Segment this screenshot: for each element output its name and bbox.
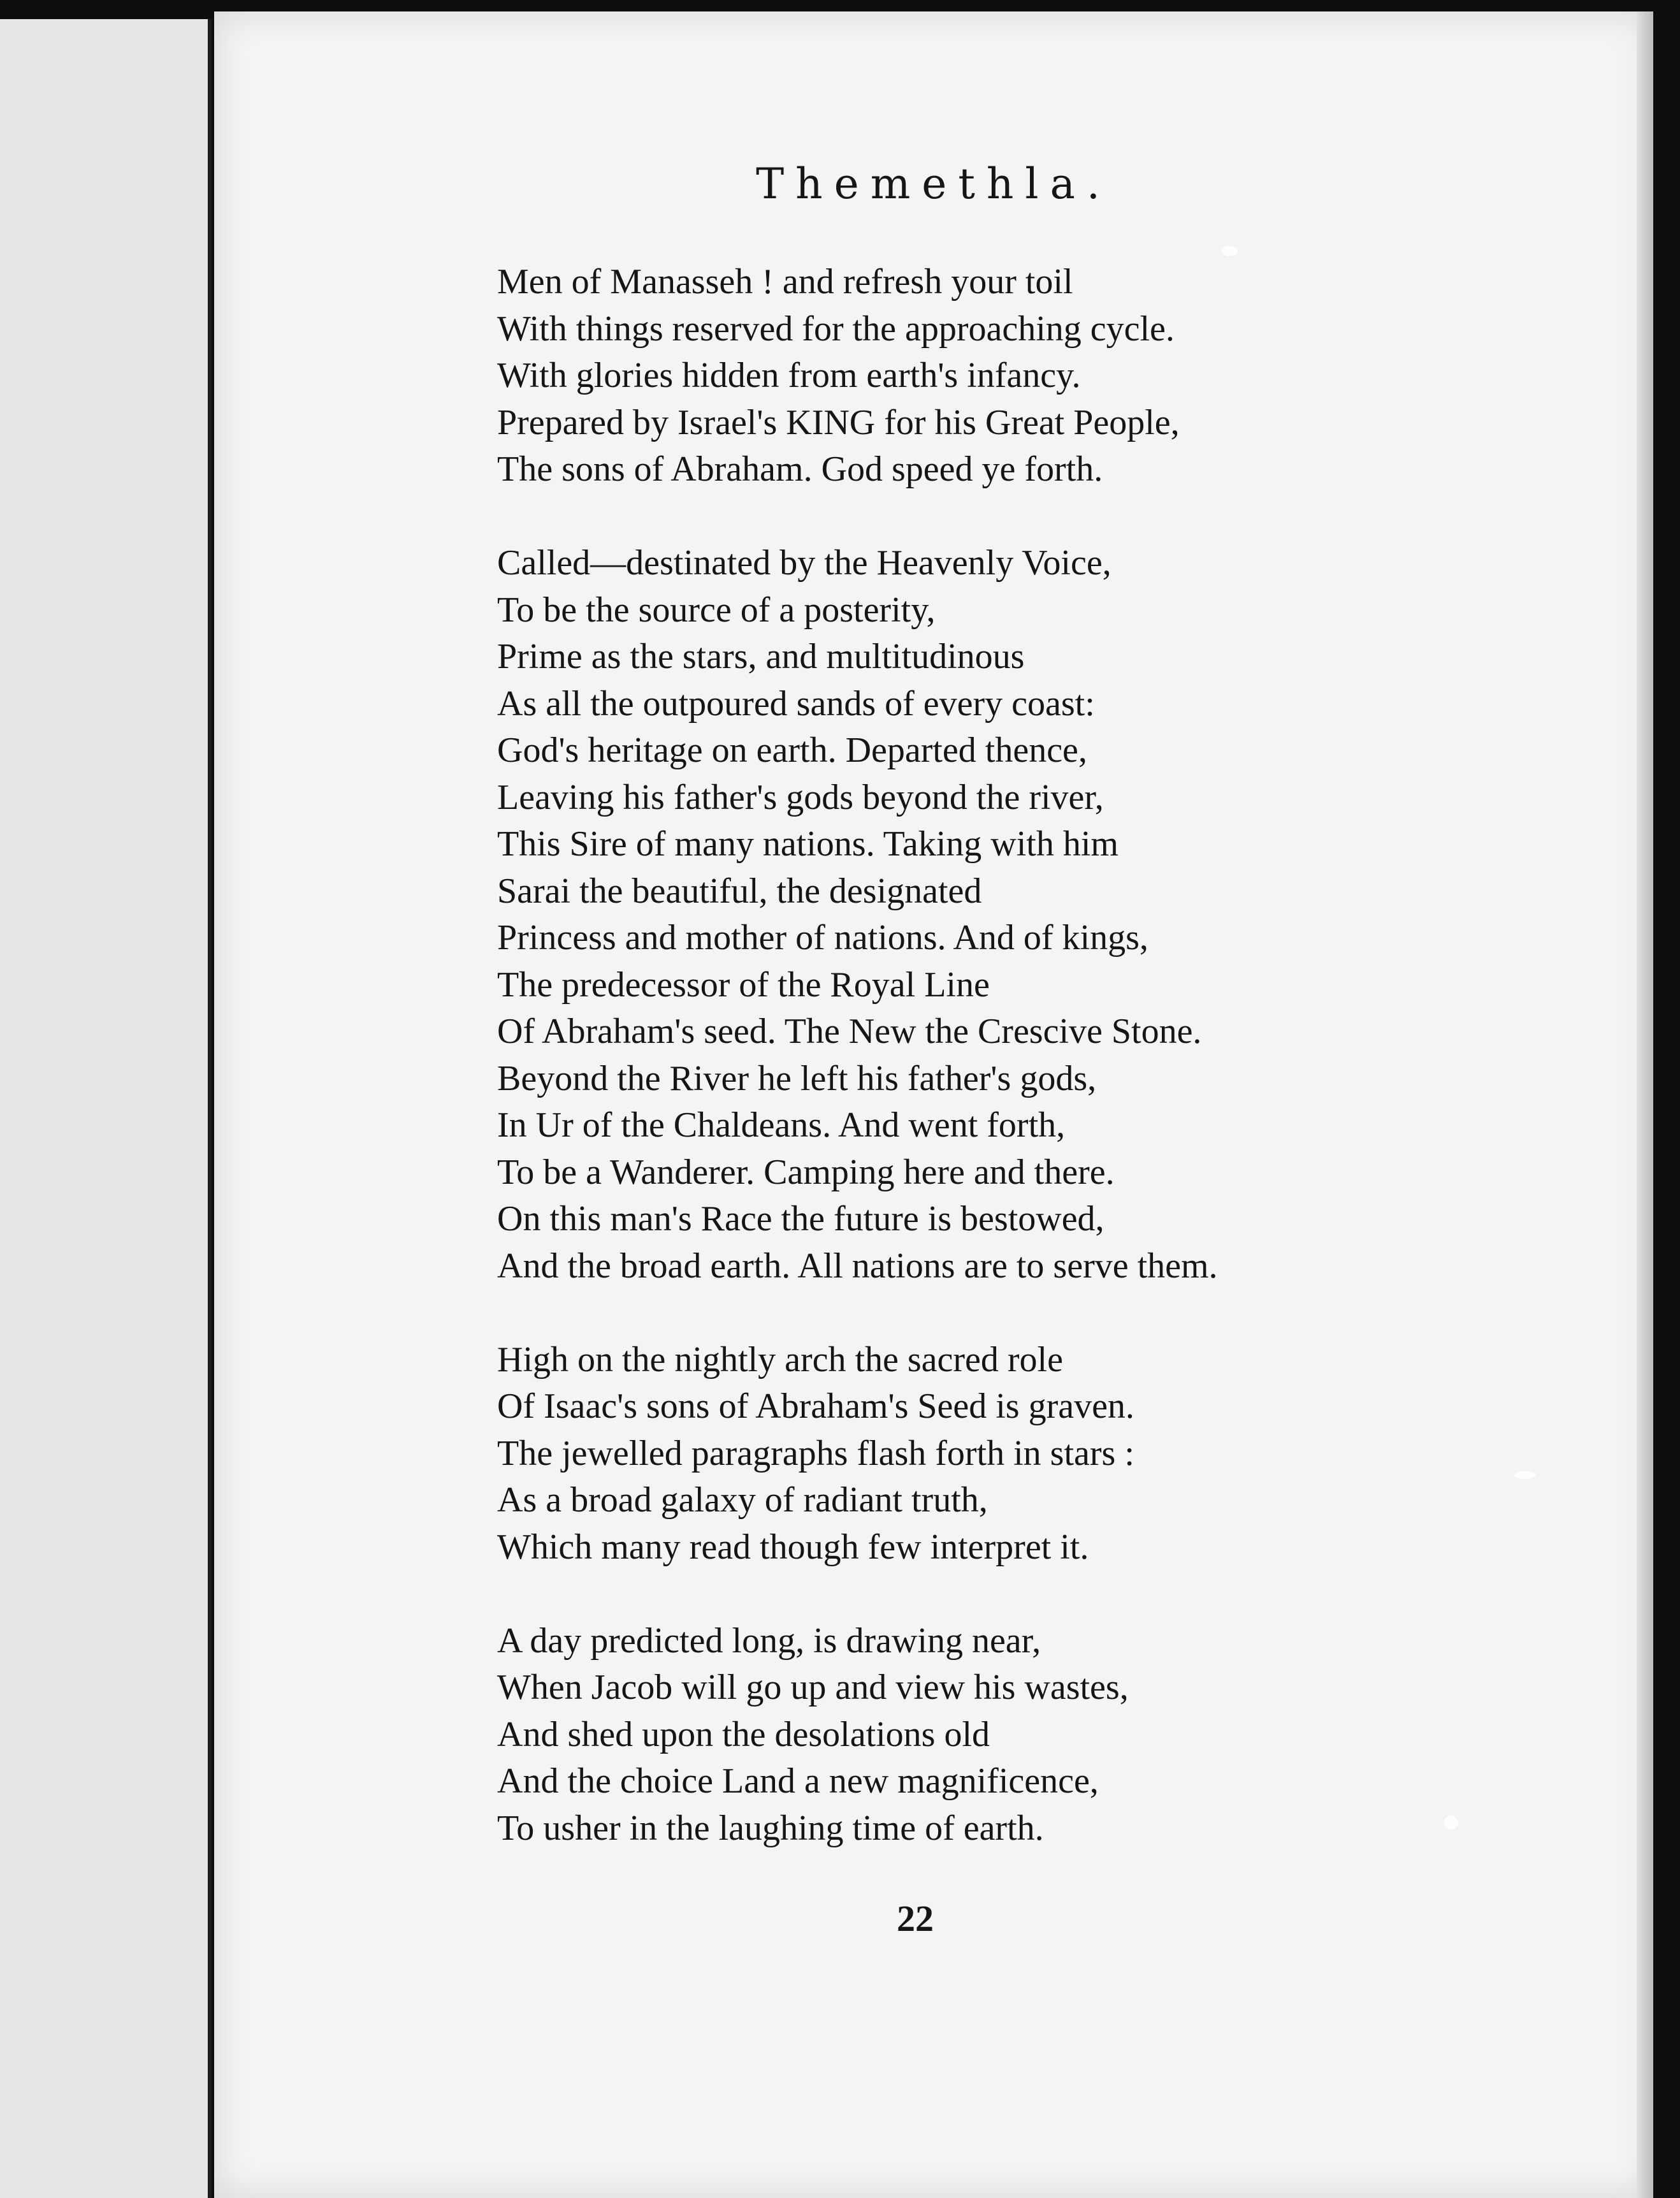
verse-line: Called—destinated by the Heavenly Voice, (497, 543, 1112, 583)
verse-line: Princess and mother of nations. And of kings, (497, 918, 1148, 957)
stanza (497, 540, 1593, 1290)
verse-line: Of Abraham's seed. The New the Crescive Stone. (497, 1012, 1202, 1051)
book-page (214, 11, 1653, 2198)
verse-line: To be a Wanderer. Camping here and there. (497, 1152, 1115, 1192)
running-head: Themethla. (756, 159, 1112, 208)
verse-line: Beyond the River he left his father's gods, (497, 1058, 1097, 1098)
verse-line: With glories hidden from earth's infancy. (497, 356, 1081, 395)
verse-line: Sarai the beautiful, the designated (497, 871, 982, 911)
verse-line: And shed upon the desolations old (497, 1714, 990, 1754)
verse-line: When Jacob will go up and view his wastes, (497, 1668, 1129, 1707)
verse-line: To be the source of a posterity, (497, 590, 936, 630)
verse-line: In Ur of the Chaldeans. And went forth, (497, 1105, 1066, 1145)
page-edge (1637, 11, 1653, 2198)
verse-line: To usher in the laughing time of earth. (497, 1808, 1044, 1848)
paper-speck (1514, 1471, 1536, 1479)
verse-line: High on the nightly arch the sacred role (497, 1339, 1063, 1379)
verse-line: Men of Manasseh ! and refresh your toil (497, 262, 1073, 302)
facing-page-edge (0, 19, 212, 2198)
verse-line: A day predicted long, is drawing near, (497, 1620, 1041, 1661)
page-number: 22 (897, 1898, 934, 1939)
verse-line: Of Isaac's sons of Abraham's Seed is graven. (497, 1386, 1134, 1426)
verse-line: Leaving his father's gods beyond the river, (497, 777, 1104, 817)
verse-line: The jewelled paragraphs flash forth in stars : (497, 1433, 1134, 1473)
stanza (497, 1618, 1593, 1852)
verse-line: As a broad galaxy of radiant truth, (497, 1480, 988, 1520)
poem-text (497, 259, 1593, 1899)
verse-line: God's heritage on earth. Departed thence, (497, 731, 1087, 770)
verse-line: The predecessor of the Royal Line (497, 964, 990, 1005)
verse-line: And the broad earth. All nations are to serve them. (497, 1246, 1218, 1286)
verse-line: Which many read though few interpret it. (497, 1527, 1089, 1567)
stanza (497, 1337, 1593, 1571)
verse-line: Prime as the stars, and multitudinous (497, 637, 1025, 676)
verse-line: As all the outpoured sands of every coast: (497, 683, 1095, 724)
verse-line: With things reserved for the approaching cycle. (497, 309, 1175, 349)
verse-line: This Sire of many nations. Taking with him (497, 824, 1119, 864)
paper-speck (1221, 246, 1238, 256)
verse-line: On this man's Race the future is bestowed, (497, 1199, 1104, 1239)
paper-speck (1444, 1816, 1458, 1830)
verse-line: Prepared by Israel's KING for his Great People, (497, 402, 1180, 442)
stanza (497, 259, 1593, 493)
verse-line: And the choice Land a new magnificence, (497, 1761, 1099, 1801)
verse-line: The sons of Abraham. God speed ye forth. (497, 449, 1103, 489)
